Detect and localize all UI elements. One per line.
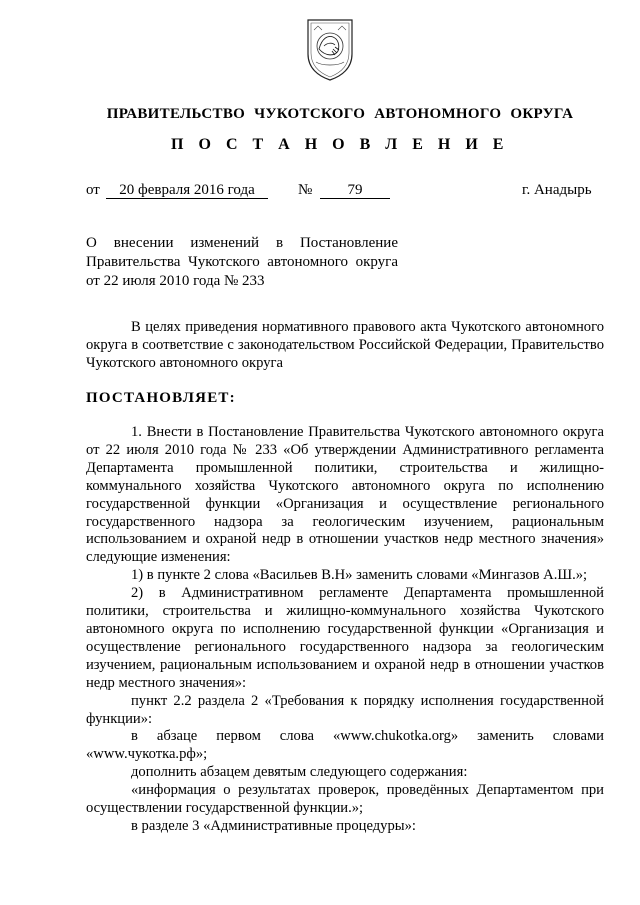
main-body xyxy=(86,424,604,836)
paragraph-8: в разделе 3 «Административные процедуры»: xyxy=(131,817,416,834)
subject-line-1: О внесении изменений в Постановление xyxy=(86,235,398,251)
resolves-heading: ПОСТАНОВЛЯЕТ: xyxy=(86,390,236,406)
document-type-title: П О С Т А Н О В Л Е Н И Е xyxy=(171,136,509,153)
paragraph-2: 1) в пункте 2 слова «Васильев В.Н» заменить словами «Мингазов А.Ш.»; xyxy=(131,567,588,584)
government-title: ПРАВИТЕЛЬСТВО ЧУКОТСКОГО АВТОНОМНОГО ОКРУГА xyxy=(106,106,574,122)
city: г. Анадырь xyxy=(522,182,592,198)
paragraph-1: 1. Внести в Постановление Правительства Чукотского автономного округа от 22 июля 2010 года № 233 «Об утверждении Административного регламента Департамента промышленной политики, строительства и жилищно-коммунального хозяйства Чукотского автономного округа по исполнению государственной функции «Организация и осуществление регионального государственного надзора за геологическим изучением, рациональным использованием и охраной недр в отношении участков недр местного значения» следующие изменения: xyxy=(86,424,604,566)
paragraph-4: пункт 2.2 раздела 2 «Требования к порядку исполнения государственной функции»: xyxy=(86,692,604,727)
subject-line-3: от 22 июля 2010 года № 233 xyxy=(86,273,265,289)
coat-of-arms-emblem xyxy=(302,16,358,82)
subject-line-2: Правительства Чукотского автономного округа xyxy=(86,254,398,270)
paragraph-7: «информация о результатах проверок, проведённых Департаментом при осуществлении государственной функции.»; xyxy=(86,782,604,817)
date-field xyxy=(106,182,268,199)
preamble-block xyxy=(86,319,604,373)
number-prefix: № xyxy=(298,182,313,198)
paragraph-6: дополнить абзацем девятым следующего содержания: xyxy=(131,764,468,781)
preamble-paragraph: В целях приведения нормативного правового акта Чукотского автономного округа в соответствие с законодательством Российской Федерации, Правительство Чукотского автономного округа xyxy=(86,319,604,371)
document-number: 79 xyxy=(320,182,390,199)
date-prefix: от xyxy=(86,182,100,198)
document-subject xyxy=(86,234,398,291)
number-field xyxy=(320,182,390,199)
paragraph-3: 2) в Административном регламенте Департамента промышленной политики, строительства и жилищно-коммунального хозяйства Чукотского автономного округа по исполнению государственной функции «Организация и осуществление регионального государственного надзора за геологическим изучением, рациональным использованием и охраной недр в отношении участков недр местного значения»: xyxy=(86,585,604,691)
paragraph-5: в абзаце первом слова «www.chukotka.org» заменить словами «www.чукотка.рф»; xyxy=(86,728,604,763)
document-date: 20 февраля 2016 года xyxy=(106,182,268,199)
